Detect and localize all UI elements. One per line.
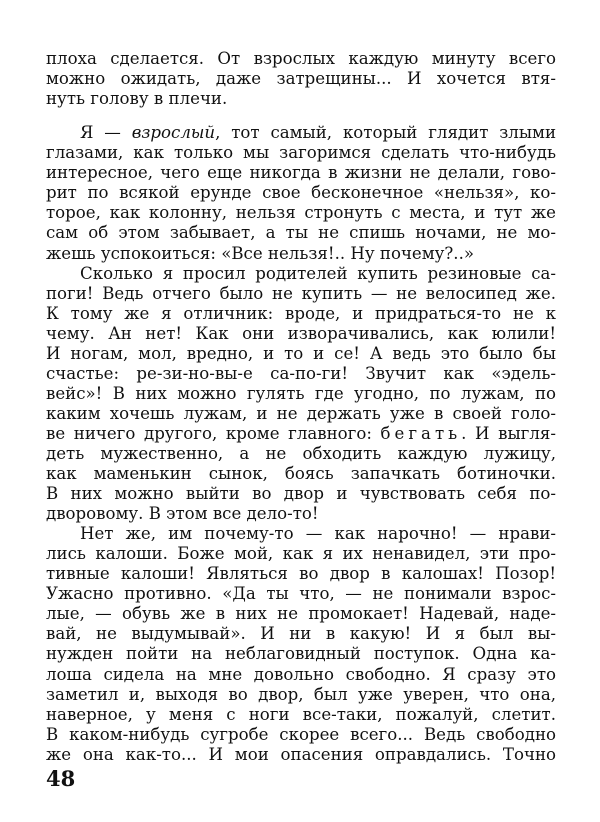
text-line: интересное, чего еще никогда в жизни не делали, гово- bbox=[46, 163, 556, 183]
text-line: заметил и, выходя во двор, был уже уверен, что она, bbox=[46, 684, 556, 704]
text-line: рит по всякой ерунде свое бесконечное «нельзя», ко- bbox=[46, 183, 556, 203]
text-line: же она как-то... И мои опасения оправдались. Точно bbox=[46, 744, 556, 764]
page-number: 48 bbox=[46, 766, 76, 791]
text-line: Нет же, им почему-то — как нарочно! — нрави- bbox=[80, 524, 556, 544]
text-line: чему. Ан нет! Как они изворачивались, как юлили! bbox=[46, 323, 556, 343]
text-line: В каком-нибудь сугробе скорее всего... Ведь свободно bbox=[46, 724, 556, 744]
emphasis: взрослый bbox=[131, 123, 216, 143]
text-line: лоша сидела на мне довольно свободно. Я сразу это bbox=[46, 664, 556, 684]
text-line: деть мужественно, а не обходить каждую лужицу, bbox=[46, 444, 556, 463]
text-line: В них можно выйти во двор и чувствовать себя по- bbox=[46, 484, 556, 504]
text-line: ве ничего другого, кроме главного: бегать. И выгля- bbox=[46, 423, 556, 443]
text-line: счастье: ре-зи-но-вы-е са-по-ги! Звучит как «эдель- bbox=[46, 363, 556, 383]
text-line: глазами, как только мы загоримся сделать что-нибудь bbox=[46, 143, 556, 163]
text-line: можно ожидать, даже затрещины... И хочется втя- bbox=[46, 69, 556, 88]
text-line: как маменькин сынок, боясь запачкать ботиночки. bbox=[46, 464, 556, 483]
text-line: тивные калоши! Являться во двор в калошах! Позор! bbox=[46, 564, 556, 584]
text-line: каким хочешь лужам, и не держать уже в своей голо- bbox=[46, 403, 556, 423]
text-line: нуть голову в плечи. bbox=[46, 89, 228, 109]
text-line: нужден пойти на неблаговидный поступок. Одна ка- bbox=[46, 644, 556, 664]
text-line: Сколько я просил родителей купить резиновые са- bbox=[80, 263, 556, 283]
text-line: К тому же я отличник: вроде, и придраться-то не к bbox=[46, 303, 556, 323]
text-line: дворовому. В этом все дело-то! bbox=[46, 504, 319, 524]
text-line: вай, не выдумывай». И ни в какую! И я был вы- bbox=[46, 624, 556, 644]
text-line: жешь успокоиться: «Все нельзя!.. Ну почему?..» bbox=[46, 243, 475, 263]
text-line: лись калоши. Боже мой, как я их ненавидел, эти про- bbox=[46, 544, 556, 564]
text-line: Ужасно противно. «Да ты что, — не понимали взрос- bbox=[46, 584, 556, 604]
spaced-emphasis: бегать bbox=[380, 423, 462, 443]
text-line: лые, — обувь же в них не промокает! Надевай, наде- bbox=[46, 604, 556, 624]
text-line: Я — взрослый, тот самый, который глядит злыми bbox=[80, 123, 557, 143]
text-line: торое, как колонну, нельзя стронуть с места, и тут же bbox=[46, 203, 556, 223]
text-line: наверное, у меня с ноги все-таки, пожалуй, слетит. bbox=[46, 704, 556, 724]
text-line: вейс»! В них можно гулять где угодно, по лужам, по bbox=[46, 383, 556, 403]
text-line: поги! Ведь отчего было не купить — не велосипед же. bbox=[46, 283, 556, 303]
text-line: И ногам, мол, вредно, и то и се! А ведь это было бы bbox=[46, 343, 556, 363]
text-line: сам об этом забывает, а ты не спишь ночами, не мо- bbox=[46, 223, 556, 243]
text-line: плоха сделается. От взрослых каждую минуту всего bbox=[46, 49, 556, 68]
